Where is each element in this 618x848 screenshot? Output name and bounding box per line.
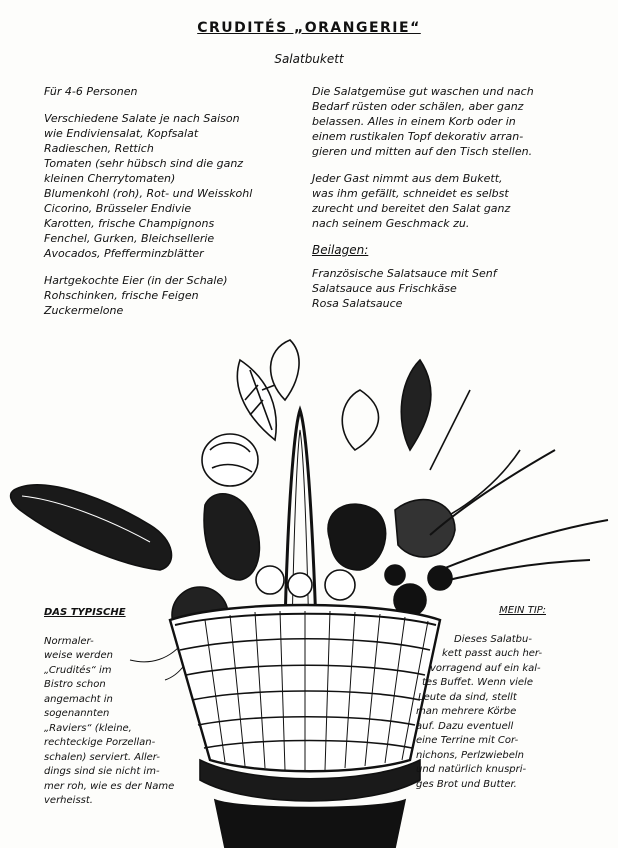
note-left-line: Bistro schon [44, 679, 106, 690]
note-left-line: „Raviers“ (kleine, [44, 722, 132, 734]
ingredient-line: Verschiedene Salate je nach Saison [44, 112, 240, 125]
instruction-line: nach seinem Geschmack zu. [312, 217, 470, 230]
page-title: CRUDITÉS „ORANGERIE“ [197, 20, 421, 36]
note-das-typische [44, 606, 194, 809]
note-left-line: schalen) serviert. Aller- [44, 751, 160, 763]
ingredient-line: Tomaten (sehr hübsch sind die ganz [44, 157, 244, 170]
note-right-line: kett passt auch her- [442, 648, 543, 659]
instruction-line: einem rustikalen Topf dekorativ arran- [312, 130, 524, 143]
instruction-line: zurecht und bereitet den Salat ganz [312, 202, 511, 215]
extra-ingredient-line: Zuckermelone [44, 304, 124, 317]
instruction-line: Bedarf rüsten oder schälen, aber ganz [312, 100, 524, 113]
note-right-line: auf. Dazu eventuell [416, 720, 514, 732]
instruction-line: Die Salatgemüse gut waschen und nach [312, 85, 534, 98]
instruction-line: was ihm gefällt, schneidet es selbst [312, 187, 509, 200]
note-right-line: und natürlich knuspri- [416, 764, 527, 775]
note-right-heading: MEIN TIP: [499, 605, 546, 616]
note-left-line: rechteckige Porzellan- [44, 737, 156, 748]
beilage-line: Rosa Salatsauce [312, 297, 403, 310]
beilage-line: Französische Salatsauce mit Senf [312, 267, 497, 280]
ingredient-line: Avocados, Pfefferminzblätter [44, 247, 204, 260]
note-right-line: man mehrere Körbe [416, 706, 517, 717]
note-left-line: mer roh, wie es der Name [44, 780, 175, 792]
page-subtitle: Salatbukett [274, 52, 344, 66]
beilage-line: Salatsauce aus Frischkäse [312, 282, 457, 295]
note-left-line: „Crudités“ im [44, 664, 112, 676]
extra-ingredient-line: Rohschinken, frische Feigen [44, 289, 199, 302]
ingredient-line: Blumenkohl (roh), Rot- und Weisskohl [44, 187, 253, 200]
instruction-line: belassen. Alles in einem Korb oder in [312, 115, 516, 128]
ingredient-line: wie Endiviensalat, Kopfsalat [44, 127, 199, 140]
note-right-line: Dieses Salatbu- [454, 633, 532, 645]
ingredient-line: kleinen Cherrytomaten) [44, 172, 176, 185]
ingredient-line: Fenchel, Gurken, Bleichsellerie [44, 232, 215, 245]
note-left-line: angemacht in [44, 693, 113, 705]
beilagen-heading: Beilagen: [312, 243, 369, 257]
note-left-line: verheisst. [44, 795, 93, 806]
instruction-line: gieren und mitten auf den Tisch stellen. [312, 145, 533, 158]
instructions-column [312, 84, 612, 311]
ingredient-line: Cicorino, Brüsseler Endivie [44, 202, 192, 215]
ingredient-line: Radieschen, Rettich [44, 142, 154, 155]
note-left-line: Normaler- [44, 635, 94, 647]
note-right-line: tes Buffet. Wenn viele [422, 677, 533, 688]
note-right-line: ges Brot und Butter. [416, 778, 517, 790]
note-right-line: Leute da sind, stellt [418, 691, 517, 703]
note-mein-tip [416, 604, 566, 792]
note-left-line: dings sind sie nicht im- [44, 766, 160, 777]
note-left-heading: DAS TYPISCHE [44, 607, 126, 618]
servings-text: Für 4-6 Personen [44, 85, 138, 98]
ingredients-column [44, 84, 306, 318]
extra-ingredient-line: Hartgekochte Eier (in der Schale) [44, 274, 228, 287]
note-right-line: vorragend auf ein kal- [430, 662, 541, 674]
instruction-line: Jeder Gast nimmt aus dem Bukett, [312, 172, 503, 185]
note-left-line: weise werden [44, 650, 113, 661]
note-left-line: sogenannten [44, 708, 110, 719]
note-right-line: nichons, Perlzwiebeln [416, 749, 525, 761]
note-right-line: eine Terrine mit Cor- [416, 735, 519, 746]
ingredient-line: Karotten, frische Champignons [44, 217, 215, 230]
